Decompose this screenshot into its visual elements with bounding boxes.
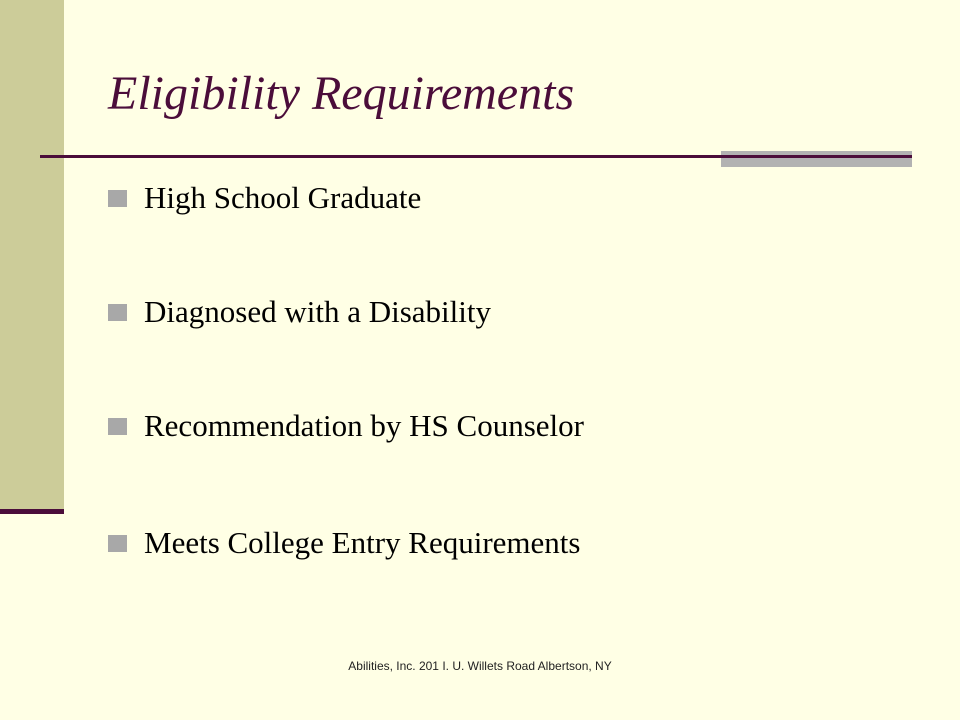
bullet-text: High School Graduate [144,180,422,215]
bullet-text: Diagnosed with a Disability [144,294,491,329]
title-rule-accent-block [721,151,912,167]
left-decorative-bar [0,0,64,511]
slide-title: Eligibility Requirements [108,67,575,120]
square-bullet-icon [108,535,127,552]
square-bullet-icon [108,190,127,207]
slide-footer: Abilities, Inc. 201 I. U. Willets Road Albertson, NY [348,659,612,673]
bullet-text: Meets College Entry Requirements [144,525,581,560]
left-bar-accent-line [0,509,64,514]
square-bullet-icon [108,304,127,321]
bullet-text: Recommendation by HS Counselor [144,408,584,443]
title-rule-accent-line [721,155,912,158]
square-bullet-icon [108,418,127,435]
